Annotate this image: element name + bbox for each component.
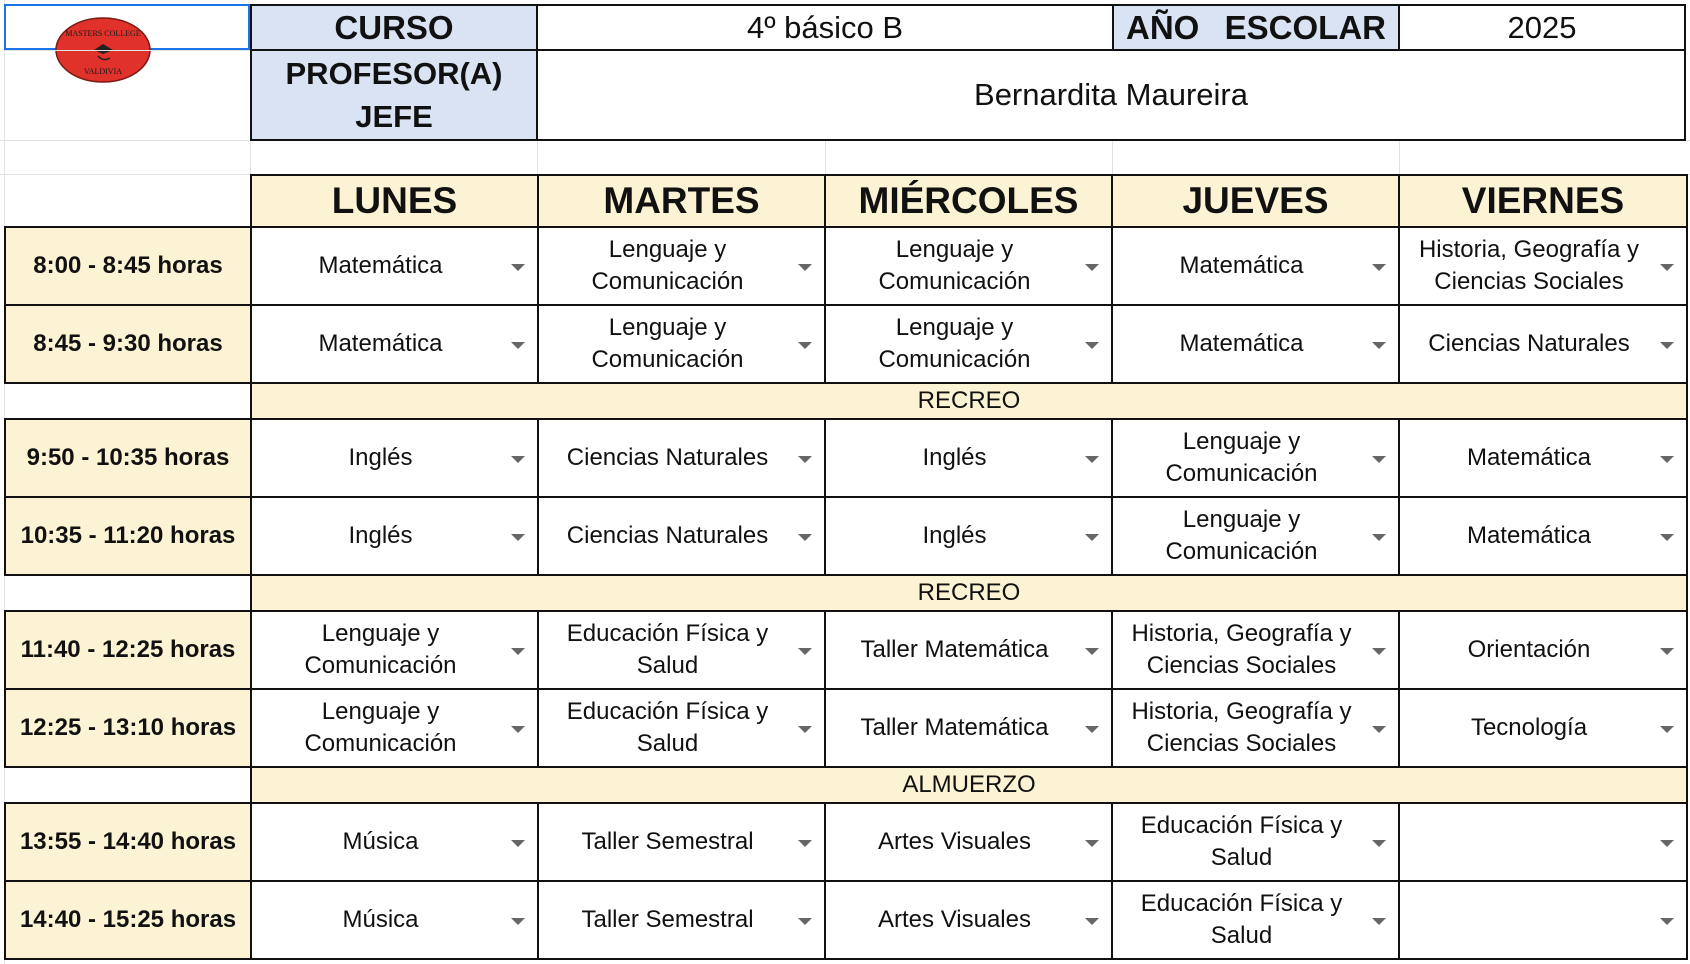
subject-label: Ciencias Naturales xyxy=(1428,330,1630,358)
day-header-4: VIERNES xyxy=(1398,174,1688,228)
subject-dropdown[interactable] xyxy=(1398,496,1688,576)
dropdown-arrow-icon[interactable] xyxy=(1372,534,1386,541)
dropdown-arrow-icon[interactable] xyxy=(1372,342,1386,349)
dropdown-arrow-icon[interactable] xyxy=(511,840,525,847)
subject-dropdown[interactable] xyxy=(824,418,1113,498)
subject-label: Taller Semestral xyxy=(581,906,754,934)
subject-dropdown[interactable] xyxy=(250,226,539,306)
dropdown-arrow-icon[interactable] xyxy=(798,918,812,925)
time-slot: 8:00 - 8:45 horas xyxy=(4,226,252,306)
gridline xyxy=(250,140,251,174)
subject-label: Lenguaje y Comunicación xyxy=(878,236,1031,295)
curso-label: CURSO xyxy=(250,4,538,51)
anio-escolar-label xyxy=(1112,4,1400,51)
dropdown-arrow-icon[interactable] xyxy=(1372,726,1386,733)
subject-dropdown[interactable] xyxy=(1111,496,1400,576)
dropdown-arrow-icon[interactable] xyxy=(798,456,812,463)
gridline xyxy=(825,140,826,174)
day-header-0: LUNES xyxy=(250,174,539,228)
subject-label: Lenguaje y Comunicación xyxy=(1165,506,1318,565)
subject-dropdown[interactable] xyxy=(1398,418,1688,498)
dropdown-arrow-icon[interactable] xyxy=(1372,456,1386,463)
dropdown-arrow-icon[interactable] xyxy=(511,342,525,349)
subject-label: Lenguaje y Comunicación xyxy=(878,314,1031,373)
subject-dropdown[interactable] xyxy=(1111,418,1400,498)
dropdown-arrow-icon[interactable] xyxy=(511,726,525,733)
dropdown-arrow-icon[interactable] xyxy=(1085,534,1099,541)
dropdown-arrow-icon[interactable] xyxy=(511,456,525,463)
gridline xyxy=(537,140,538,174)
break-band: RECREO xyxy=(250,574,1688,612)
subject-label: Taller Semestral xyxy=(581,828,754,856)
subject-dropdown[interactable] xyxy=(537,802,826,882)
subject-label: Matemática xyxy=(1466,444,1592,472)
dropdown-arrow-icon[interactable] xyxy=(798,840,812,847)
subject-dropdown[interactable] xyxy=(824,688,1113,768)
subject-dropdown[interactable] xyxy=(1398,802,1688,882)
escolar-label: ESCOLAR xyxy=(1224,8,1386,46)
subject-label: Inglés xyxy=(348,522,413,550)
dropdown-arrow-icon[interactable] xyxy=(1372,918,1386,925)
subject-label: Artes Visuales xyxy=(878,906,1031,934)
subject-dropdown[interactable] xyxy=(537,226,826,306)
subject-dropdown[interactable] xyxy=(1398,226,1688,306)
day-header-2: MIÉRCOLES xyxy=(824,174,1113,228)
subject-dropdown[interactable] xyxy=(824,802,1113,882)
dropdown-arrow-icon[interactable] xyxy=(1660,534,1674,541)
subject-label: Lenguaje y Comunicación xyxy=(1165,428,1318,487)
subject-dropdown[interactable] xyxy=(824,610,1113,690)
subject-label: Lenguaje y Comunicación xyxy=(304,698,457,757)
subject-dropdown[interactable] xyxy=(1111,226,1400,306)
subject-dropdown[interactable] xyxy=(824,880,1113,960)
subject-label: Historia, Geografía y Ciencias Sociales xyxy=(1131,698,1352,757)
subject-dropdown[interactable] xyxy=(250,688,539,768)
subject-dropdown[interactable] xyxy=(1111,304,1400,384)
subject-label: Artes Visuales xyxy=(878,828,1031,856)
subject-label: Educación Física y Salud xyxy=(1140,890,1343,949)
subject-dropdown[interactable] xyxy=(250,610,539,690)
dropdown-arrow-icon[interactable] xyxy=(1660,918,1674,925)
subject-dropdown[interactable] xyxy=(250,304,539,384)
dropdown-arrow-icon[interactable] xyxy=(511,648,525,655)
dropdown-arrow-icon[interactable] xyxy=(511,534,525,541)
subject-dropdown[interactable] xyxy=(1111,880,1400,960)
break-band: RECREO xyxy=(250,382,1688,420)
dropdown-arrow-icon[interactable] xyxy=(798,264,812,271)
subject-label: Matemática xyxy=(318,330,443,358)
subject-dropdown[interactable] xyxy=(537,688,826,768)
subject-dropdown[interactable] xyxy=(537,496,826,576)
subject-label: Matemática xyxy=(1179,330,1304,358)
time-slot: 12:25 - 13:10 horas xyxy=(4,688,252,768)
subject-dropdown[interactable] xyxy=(537,880,826,960)
subject-label: Educación Física y Salud xyxy=(566,698,769,757)
subject-label: Taller Matemática xyxy=(860,714,1049,742)
dropdown-arrow-icon[interactable] xyxy=(1085,648,1099,655)
subject-dropdown[interactable] xyxy=(824,304,1113,384)
dropdown-arrow-icon[interactable] xyxy=(1085,918,1099,925)
subject-label: Ciencias Naturales xyxy=(566,444,769,472)
dropdown-arrow-icon[interactable] xyxy=(1085,726,1099,733)
subject-dropdown[interactable] xyxy=(250,496,539,576)
gridline xyxy=(4,50,250,51)
dropdown-arrow-icon[interactable] xyxy=(1660,648,1674,655)
dropdown-arrow-icon[interactable] xyxy=(1372,264,1386,271)
day-header-3: JUEVES xyxy=(1111,174,1400,228)
dropdown-arrow-icon[interactable] xyxy=(511,918,525,925)
time-slot: 14:40 - 15:25 horas xyxy=(4,880,252,960)
subject-label: Educación Física y Salud xyxy=(1140,812,1343,871)
subject-dropdown[interactable] xyxy=(824,226,1113,306)
logo-top-text: MASTERS COLLEGE xyxy=(65,29,141,38)
logo-bottom-text: VALDIVIA xyxy=(83,67,123,76)
profesor-label: PROFESOR(A) JEFE xyxy=(250,49,538,141)
day-header-1: MARTES xyxy=(537,174,826,228)
subject-label: Historia, Geografía y Ciencias Sociales xyxy=(1131,620,1352,679)
dropdown-arrow-icon[interactable] xyxy=(1085,342,1099,349)
break-band: ALMUERZO xyxy=(250,766,1688,804)
subject-label: Lenguaje y Comunicación xyxy=(591,314,744,373)
subject-label: Ciencias Naturales xyxy=(566,522,769,550)
gridline xyxy=(1112,140,1113,174)
subject-dropdown[interactable] xyxy=(250,418,539,498)
subject-label: Tecnología xyxy=(1470,714,1588,742)
anio-value[interactable]: 2025 xyxy=(1398,4,1686,51)
subject-dropdown[interactable] xyxy=(1398,304,1688,384)
subject-label: Historia, Geografía y Ciencias Sociales xyxy=(1418,236,1640,295)
subject-label: Matemática xyxy=(1466,522,1592,550)
dropdown-arrow-icon[interactable] xyxy=(1372,840,1386,847)
subject-dropdown[interactable] xyxy=(1398,880,1688,960)
subject-dropdown[interactable] xyxy=(537,610,826,690)
subject-dropdown[interactable] xyxy=(537,418,826,498)
subject-label: Inglés xyxy=(922,444,987,472)
dropdown-arrow-icon[interactable] xyxy=(1660,342,1674,349)
subject-label: Lenguaje y Comunicación xyxy=(304,620,457,679)
dropdown-arrow-icon[interactable] xyxy=(798,534,812,541)
subject-dropdown[interactable] xyxy=(1111,688,1400,768)
dropdown-arrow-icon[interactable] xyxy=(1085,840,1099,847)
dropdown-arrow-icon[interactable] xyxy=(1660,840,1674,847)
time-slot: 10:35 - 11:20 horas xyxy=(4,496,252,576)
dropdown-arrow-icon[interactable] xyxy=(1660,456,1674,463)
subject-label: Orientación xyxy=(1467,636,1591,664)
subject-dropdown[interactable] xyxy=(1111,610,1400,690)
dropdown-arrow-icon[interactable] xyxy=(1085,456,1099,463)
curso-value[interactable]: 4º básico B xyxy=(536,4,1114,51)
subject-label: Música xyxy=(342,828,419,856)
subject-dropdown[interactable] xyxy=(1398,610,1688,690)
dropdown-arrow-icon[interactable] xyxy=(798,726,812,733)
dropdown-arrow-icon[interactable] xyxy=(798,648,812,655)
subject-label: Matemática xyxy=(1179,252,1304,280)
subject-label: Educación Física y Salud xyxy=(566,620,769,679)
time-slot: 9:50 - 10:35 horas xyxy=(4,418,252,498)
subject-label: Lenguaje y Comunicación xyxy=(591,236,744,295)
subject-dropdown[interactable] xyxy=(250,880,539,960)
subject-dropdown[interactable] xyxy=(824,496,1113,576)
time-slot: 13:55 - 14:40 horas xyxy=(4,802,252,882)
dropdown-arrow-icon[interactable] xyxy=(511,264,525,271)
dropdown-arrow-icon[interactable] xyxy=(1660,726,1674,733)
subject-dropdown[interactable] xyxy=(250,802,539,882)
subject-label: Matemática xyxy=(318,252,443,280)
subject-label: Inglés xyxy=(922,522,987,550)
dropdown-arrow-icon[interactable] xyxy=(1085,264,1099,271)
dropdown-arrow-icon[interactable] xyxy=(1660,264,1674,271)
time-slot: 11:40 - 12:25 horas xyxy=(4,610,252,690)
subject-dropdown[interactable] xyxy=(537,304,826,384)
profesor-value[interactable]: Bernardita Maureira xyxy=(536,49,1686,141)
gridline xyxy=(1399,140,1400,174)
dropdown-arrow-icon[interactable] xyxy=(798,342,812,349)
anio-label: AÑO xyxy=(1126,8,1200,46)
subject-label: Taller Matemática xyxy=(860,636,1049,664)
subject-label: Inglés xyxy=(348,444,413,472)
subject-dropdown[interactable] xyxy=(1398,688,1688,768)
time-slot: 8:45 - 9:30 horas xyxy=(4,304,252,384)
subject-dropdown[interactable] xyxy=(1111,802,1400,882)
dropdown-arrow-icon[interactable] xyxy=(1372,648,1386,655)
subject-label: Música xyxy=(342,906,419,934)
